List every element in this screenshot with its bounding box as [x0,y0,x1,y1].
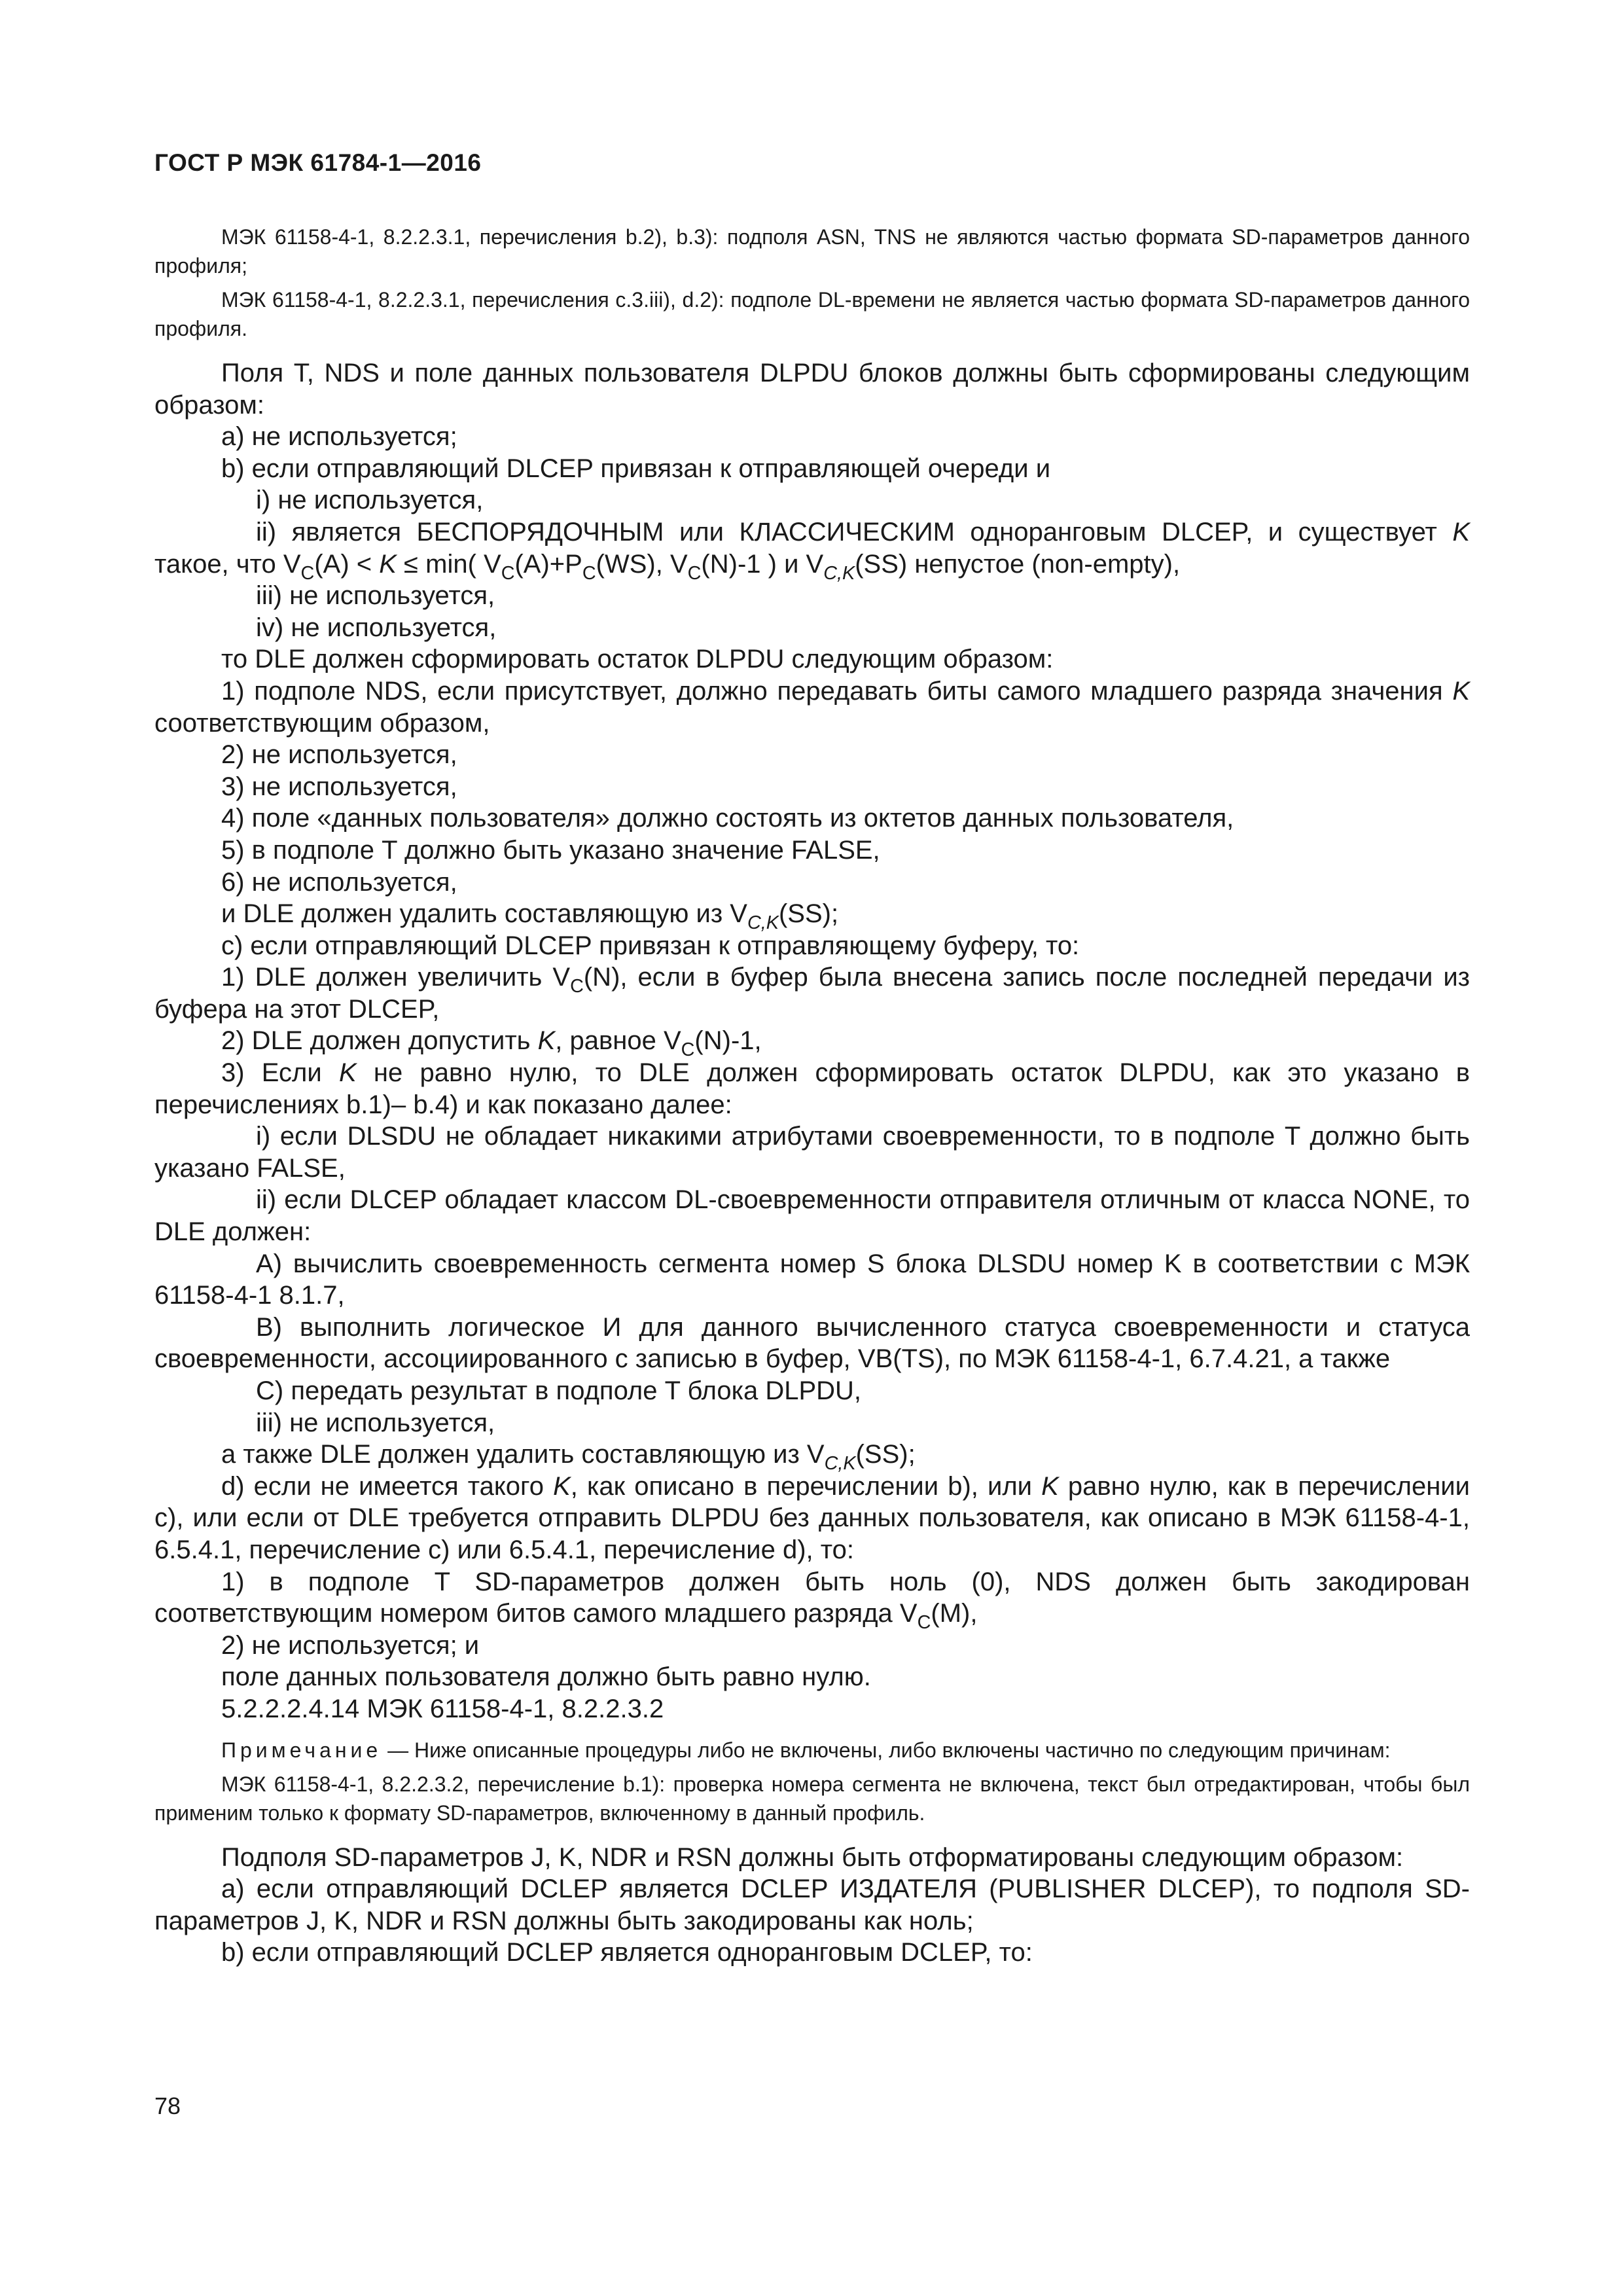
list-item: 2) не используется, [221,740,457,770]
list-item: 1) подполе NDS, если присутствует, должно передавать биты самого младшего разряда значения K соответствующим образом, [154,676,1470,738]
paragraph: Поля T, NDS и поле данных пользователя DLPDU блоков должны быть сформированы следующим образом: [154,359,1470,420]
list-item: B) выполнить логическое И для данного вычисленного статуса своевременности и статуса своевременности, ассоциированного с записью в буфер, VB(TS), по МЭК 61158-4-1, 6.7.4.21, а также [154,1312,1470,1374]
paragraph: а также DLE должен удалить составляющую из $V_{C,K}(SS)$; [221,1440,916,1475]
paragraph: поле данных пользователя должно быть равно нулю. [221,1662,871,1692]
list-item: 3) не используется, [221,772,457,801]
paragraph: Подполя SD-параметров J, K, NDR и RSN должны быть отформатированы следующим образом: [221,1842,1404,1872]
list-item: d) если не имеется такого K, как описано в перечислении b), или K равно нулю, как в перечислении c), или если от DLE требуется отправить DLPDU без данных пользователя, как описано в МЭК 61158-4-1, 6.5.4.1, перечисление c) или 6.5.4.1, перечисление d), то: [154,1471,1470,1564]
list-item: i) если DLSDU не обладает никакими атрибутами своевременности, то в подполе T должно быть указано FALSE, [154,1122,1470,1183]
list-item: b) если отправляющий DLCEP привязан к отправляющей очереди и [221,454,1051,483]
paragraph: МЭК 61158-4-1, 8.2.2.3.1, перечисления c.3.iii), d.2): подполе DL-времени не является частью формата SD-параметров данного профиля. [154,288,1470,340]
list-item: 6) не используется, [221,867,457,897]
list-item: c) если отправляющий DLCEP привязан к отправляющему буферу, то: [221,931,1080,960]
list-item: 2) DLE должен допустить K, равное $V_C(N)-1$, [221,1026,762,1061]
list-item: iii) не используется, [256,1408,495,1437]
list-item: ii) является БЕСПОРЯДОЧНЫМ или КЛАССИЧЕСКИМ одноранговым DLCEP, и существует K такое, что $V_C(A) < K \le \min$( $V_C(A)+P_C(WS)$, $V_C(N)-1$ ) и $V_{C,K}(SS)$ непустое (non-empty), [154,517,1470,584]
list-item: 1) DLE должен увеличить $V_C(N)$, если в буфер была внесена запись после последней передачи из буфера на этот DLCEP, [154,963,1470,1024]
list-item: 2) не используется; и [221,1630,480,1660]
document-header: ГОСТ Р МЭК 61784-1—2016 [154,149,482,176]
paragraph: МЭК 61158-4-1, 8.2.2.3.1, перечисления b.2), b.3): подполя ASN, TNS не являются частью формата SD-параметров данного профиля; [154,225,1470,278]
page-body [154,223,1470,1969]
list-item: A) вычислить своевременность сегмента номер S блока DLSDU номер K в соответствии с МЭК 61158-4-1 8.1.7, [154,1249,1470,1310]
list-item: b) если отправляющий DCLEP является одноранговым DCLEP, то: [221,1938,1033,1967]
list-item: 3) Если K не равно нулю, то DLE должен сформировать остаток DLPDU, как это указано в перечислениях b.1)– b.4) и как показано далее: [154,1058,1471,1119]
paragraph: то DLE должен сформировать остаток DLPDU следующим образом: [221,645,1054,674]
list-item: 5) в подполе T должно быть указано значение FALSE, [221,835,880,865]
list-item: a) если отправляющий DCLEP является DCLEP ИЗДАТЕЛЯ (PUBLISHER DLCEP), то подполя SD-параметров J, K, NDR и RSN должны быть закодированы как ноль; [154,1874,1470,1935]
paragraph: и DLE должен удалить составляющую из $V_{C,K}(SS)$; [221,899,839,934]
note-text: МЭК 61158-4-1, 8.2.2.3.2, перечисление b.1): проверка номера сегмента не включена, текст был отредактирован, чтобы был применим только к формату SD-параметров, включенному в данный профиль. [154,1772,1470,1825]
page-number: 78 [154,2092,181,2119]
list-item: 1) в подполе T SD-параметров должен быть ноль (0), NDS должен быть закодирован соответствующим номером битов самого младшего разряда $V_C(M)$, [154,1567,1471,1634]
list-item: a) не используется; [221,422,457,452]
list-item: iii) не используется, [256,581,495,611]
list-item: C) передать результат в подполе T блока DLPDU, [256,1376,862,1405]
list-item: 4) поле «данных пользователя» должно состоять из октетов данных пользователя, [221,804,1234,833]
note: Примечание — Ниже описанные процедуры либо не включены, либо включены частично по следующим причинам: [221,1738,1391,1762]
list-item: i) не используется, [256,486,484,515]
list-item: ii) если DLCEP обладает классом DL-своевременности отправителя отличным от класса NONE, то DLE должен: [154,1185,1470,1247]
section-heading: 5.2.2.2.4.14 МЭК 61158-4-1, 8.2.2.3.2 [221,1694,664,1723]
list-item: iv) не используется, [256,613,497,642]
note-label: Примечание [221,1738,382,1762]
